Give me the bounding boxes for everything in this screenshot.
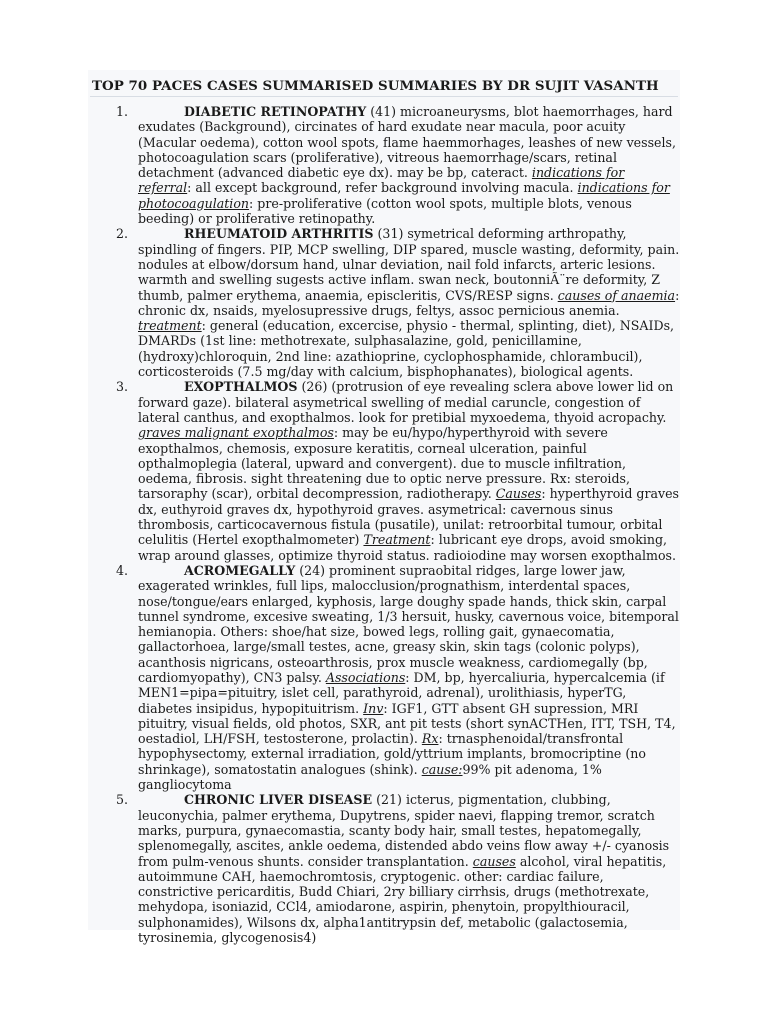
subheading-link: indications for photocoagulation xyxy=(138,180,670,211)
case-item-acromegally xyxy=(92,563,680,792)
case-item-rheumatoid-arthritis xyxy=(92,226,680,379)
document-title: TOP 70 PACES CASES SUMMARISED SUMMARIES BY DR SUJIT VASANTH xyxy=(92,78,659,94)
case-heading: ACROMEGALLY xyxy=(184,562,296,578)
case-text-segment: : general (education, excercise, physio - thermal, splinting, diet), NSAIDs, DMARDs (1st line: methotrexate, sulphasalazine, gold, penicillamine, (hydroxy)chloroquin, 2nd line: azathioprine, cyclophosphamide, chlorambucil), corticosteroids (7.5 mg/day with calcium, bisphophanates), biological agents. xyxy=(138,318,675,380)
case-item-exopthalmos xyxy=(92,379,680,563)
subheading-link: treatment xyxy=(138,318,202,334)
case-heading: CHRONIC LIVER DISEASE xyxy=(184,792,373,808)
title-divider xyxy=(90,96,678,97)
case-text-segment: : hyperthyroid graves dx, euthyroid graves dx, hypothyroid graves. asymetrical: cavernous sinus thrombosis, carticocavernous fistula (pusatile), unilat: retroorbital tumour, orbital celulitis (Hertel exopthalmometer) xyxy=(138,486,680,548)
case-text-segment: : lubricant eye drops, avoid smoking, wrap around glasses, optimize thyroid status. radioiodine may worsen exopthalmos. xyxy=(138,532,677,563)
case-heading: RHEUMATOID ARTHRITIS xyxy=(184,226,374,242)
subheading-link: Causes xyxy=(495,486,542,502)
subheading-link: Associations xyxy=(325,669,406,685)
subheading-link: causes xyxy=(472,853,516,869)
case-text-segment: (31) symetrical deforming arthropathy, spindling of fingers. PIP, MCP swelling, DIP spared, muscle wasting, deformity, pain. nodules at elbow/dorsum hand, ulnar deviation, nail fold infarcts, arteric lesions. warmth and swelling sugests active inflam. swan neck, boutonniÃ¨re deformity, Z thumb, palmer erythema, anaemia, episcleritis, CVS/RESP signs. xyxy=(138,226,680,303)
case-text-segment: (41) microaneurysms, blot haemorrhages, hard exudates (Background), circinates of hard exudate near macula, poor acuity (Macular oedema), cotton wool spots, flame haemmorhages, leashes of new vessels, photocoagulation scars (proliferative), vitreous haemorrhage/scars, retinal detachment (advanced diabetic eye dx). may be bp, cateract. xyxy=(138,104,677,181)
case-text-segment: 99% pit adenoma, 1% gangliocytoma xyxy=(138,761,602,793)
subheading-link: cause: xyxy=(421,761,463,777)
case-text-segment: : may be eu/hypo/hyperthyroid with severe exopthalmos, chemosis, exposure keratitis, corneal ulceration, painful opthalmoplegia (lateral, upward and convergent). due to muscle infiltration, oedema, fibrosis. sight threatening due to optic nerve pressure. Rx: steroids, tarsoraphy (scar), orbital decompression, radiotherapy. xyxy=(138,425,630,502)
case-text xyxy=(138,104,680,226)
case-text-segment: : pre-proliferative (cotton wool spots, multiple blots, venous beeding) or proliferative retinopathy. xyxy=(138,195,632,227)
case-list xyxy=(92,104,680,945)
case-item-chronic-liver-disease xyxy=(92,792,680,945)
case-number: 3. xyxy=(116,379,129,395)
case-number: 4. xyxy=(116,562,129,578)
case-text-segment: alcohol, viral hepatitis, autoimmune CAH, haemochromtosis, cryptogenic. other: cardiac failure, constrictive pericarditis, Budd Chiari, 2ry billiary cirrhsis, drugs (methotrexate, mehydopa, isoniazid, CCl4, amiodarone, aspirin, phenytoin, propylthiouracil, sulphonamides), Wilsons dx, alpha1antitrypsin def, metabolic (galactosemia, tyrosinemia, glycogenosis4) xyxy=(138,853,667,946)
subheading-link: causes of anaemia xyxy=(557,287,676,303)
case-number: 1. xyxy=(116,104,129,119)
case-heading: EXOPTHALMOS xyxy=(184,379,298,395)
case-text-segment: : all except background, refer background involving macula. xyxy=(187,180,578,196)
case-text-segment: : DM, bp, hyercaliuria, hypercalcemia (if MEN1=pipa=pituitry, islet cell, parathyroid, adrenal), urolithiasis, hyperTG, diabetes insipidus, hypopituitrism. xyxy=(138,669,665,716)
case-text-segment: : trnasphenoidal/transfrontal hypophysectomy, external irradiation, gold/yttrium implants, bromocriptine (no shrinkage), somatostatin analogues (shink). xyxy=(138,731,646,777)
case-text-segment: : chronic dx, nsaids, myelosupressive drugs, feltys, assoc pernicious anemia. xyxy=(138,287,680,318)
subheading-link: graves malignant exopthalmos xyxy=(138,425,334,441)
case-text-segment: (21) icterus, pigmentation, clubbing, leuconychia, palmer erythema, Dupytrens, spider naevi, flapping tremor, scratch marks, purpura, gynaecomastia, scanty body hair, small testes, hepatomegally, splenomegally, ascites, ankle oedema, distended abdo veins flow away +/- cyanosis from pulm-venous shunts. consider transplantation. xyxy=(138,792,670,869)
case-text-segment: (24) prominent supraobital ridges, large lower jaw, exagerated wrinkles, full lips, malocclusion/prognathism, interdental spaces, nose/tongue/ears enlarged, kyphosis, large doughy spade hands, thick skin, carpal tunnel syndrome, excesive sweating, 1/3 hersuit, husky, cavernous voice, bitemporal hemianopia. Others: shoe/hat size, bowed legs, rolling gait, gynaecomatia, gallactorhoea, large/small testes, acne, greasy skin, skin tags (colonic polyps), acanthosis nigricans, osteoarthrosis, prox muscle weakness, cardiomegally (bp, cardiomyopathy), CN3 palsy. xyxy=(138,562,679,685)
subheading-link: indications for referral xyxy=(138,165,625,196)
case-heading: DIABETIC RETINOPATHY xyxy=(184,104,367,119)
case-text xyxy=(138,563,680,792)
subheading-link: Inv xyxy=(363,700,384,716)
case-text xyxy=(138,226,680,379)
case-number: 2. xyxy=(116,226,129,242)
subheading-link: Treatment xyxy=(363,532,431,548)
case-text xyxy=(138,379,680,563)
case-text xyxy=(138,792,680,945)
case-text-segment: (26) (protrusion of eye revealing sclera above lower lid on forward gaze). bilateral asymetrical swelling of medial caruncle, congestion of lateral canthus, and exopthalmos. look for pretibial myxoedema, thyoid acropachy. xyxy=(138,379,674,425)
case-item-diabetic-retinopathy xyxy=(92,104,680,226)
case-text-segment: : IGF1, GTT absent GH supression, MRI pituitry, visual fields, old photos, SXR, ant pit tests (short synACTHen, ITT, TSH, T4, oestadiol, LH/FSH, testosterone, prolactin). xyxy=(138,700,676,747)
case-number: 5. xyxy=(116,792,129,808)
subheading-link: Rx xyxy=(421,731,439,747)
